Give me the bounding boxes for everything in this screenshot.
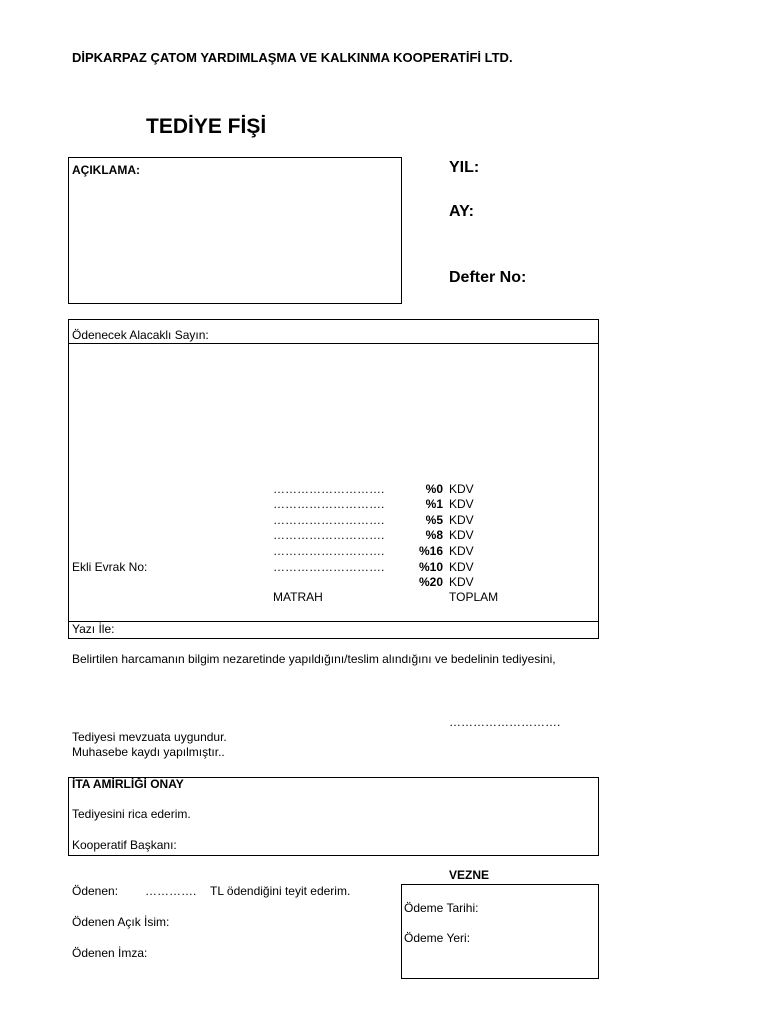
- vat-rate: %16: [418, 544, 443, 558]
- total-label: TOPLAM: [449, 590, 499, 604]
- description-box: [68, 157, 402, 304]
- vat-amount-dots: ……………………….: [273, 482, 385, 496]
- approval-title: İTA AMİRLİĞİ ONAY: [72, 777, 184, 791]
- president-label: Kooperatif Başkanı:: [72, 838, 177, 852]
- vat-label: KDV: [449, 513, 474, 527]
- organization-name: DİPKARPAZ ÇATOM YARDIMLAŞMA VE KALKINMA KOOPERATİFİ LTD.: [72, 50, 513, 65]
- creditor-box: [68, 319, 599, 639]
- description-label: AÇIKLAMA:: [72, 163, 140, 177]
- vat-amount-dots: ……………………….: [273, 497, 385, 511]
- month-label: AY:: [449, 203, 474, 220]
- creditor-divider: [68, 343, 599, 344]
- paid-label: Ödenen:: [72, 884, 119, 898]
- ledger-number-label: Defter No:: [449, 269, 527, 286]
- vat-label: KDV: [449, 544, 474, 558]
- statement-text: Belirtilen harcamanın bilgim nezaretinde yapıldığını/teslim alındığını ve bedelinin tediyesini,: [72, 652, 556, 666]
- vat-label: KDV: [449, 575, 474, 589]
- paid-amount-dots: ………….: [145, 884, 197, 898]
- vat-label: KDV: [449, 528, 474, 542]
- vat-rate: %1: [425, 497, 443, 511]
- year-label: YIL:: [449, 159, 480, 176]
- payment-date-label: Ödeme Tarihi:: [404, 901, 479, 915]
- vat-rate: %0: [425, 482, 443, 496]
- vat-label: KDV: [449, 560, 474, 574]
- signature-dots: ……………………….: [449, 715, 561, 729]
- document-title: TEDİYE FİŞİ: [146, 115, 267, 138]
- vat-label: KDV: [449, 482, 474, 496]
- paid-signature-label: Ödenen İmza:: [72, 946, 148, 960]
- vat-amount-dots: ……………………….: [273, 528, 385, 542]
- accounting-text: Muhasebe kaydı yapılmıştır..: [72, 745, 225, 759]
- vat-rate: %5: [425, 513, 443, 527]
- vat-amount-dots: ……………………….: [273, 560, 385, 574]
- in-writing-divider: [68, 621, 599, 622]
- vat-rate: %8: [425, 528, 443, 542]
- vat-label: KDV: [449, 497, 474, 511]
- paid-confirmation-text: TL ödendiğini teyit ederim.: [210, 884, 351, 898]
- vat-amount-dots: ……………………….: [273, 513, 385, 527]
- creditor-label: Ödenecek Alacaklı Sayın:: [72, 328, 209, 342]
- paid-name-label: Ödenen Açık İsim:: [72, 915, 170, 929]
- vat-amount-dots: ……………………….: [273, 544, 385, 558]
- vat-rate: %20: [418, 575, 443, 589]
- cashier-title: VEZNE: [449, 868, 490, 882]
- compliance-text: Tediyesi mevzuata uygundur.: [72, 730, 227, 744]
- in-writing-label: Yazı İle:: [72, 622, 115, 636]
- matrah-label: MATRAH: [273, 590, 323, 604]
- attached-document-label: Ekli Evrak No:: [72, 560, 148, 574]
- vat-rate: %10: [418, 560, 443, 574]
- approval-request-text: Tediyesini rica ederim.: [72, 807, 191, 821]
- payment-place-label: Ödeme Yeri:: [404, 931, 471, 945]
